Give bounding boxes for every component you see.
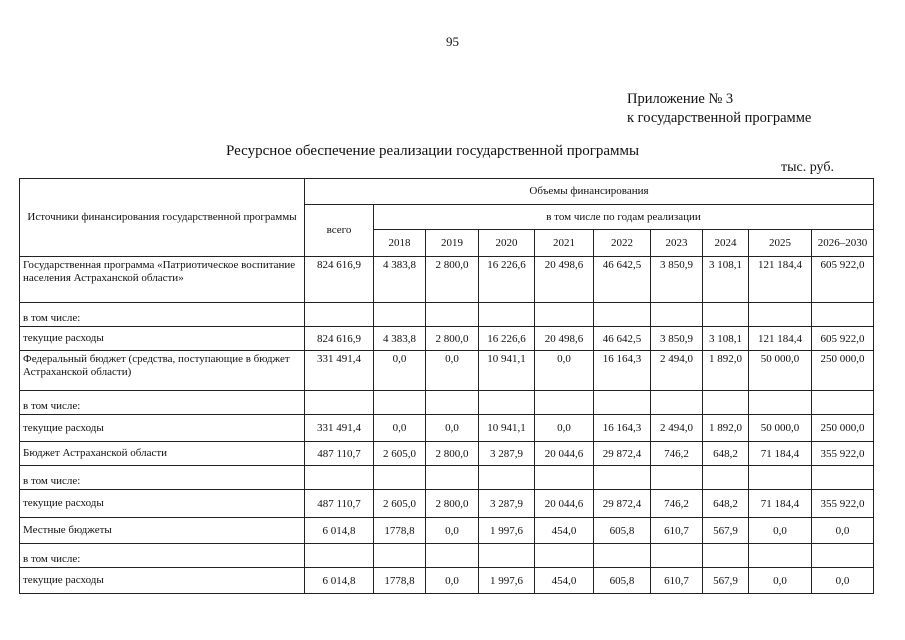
row-label: в том числе: [20, 544, 305, 568]
year-value: 454,0 [535, 568, 594, 594]
row-label: текущие расходы [20, 327, 305, 351]
year-value: 610,7 [651, 518, 703, 544]
row-label: текущие расходы [20, 415, 305, 442]
empty-cell [374, 466, 426, 490]
empty-cell [479, 391, 535, 415]
year-header: 2025 [749, 230, 812, 257]
empty-cell [703, 391, 749, 415]
year-value: 0,0 [812, 568, 874, 594]
year-value: 2 800,0 [426, 490, 479, 518]
year-value: 746,2 [651, 442, 703, 466]
total-value: 487 110,7 [305, 490, 374, 518]
year-value: 0,0 [426, 518, 479, 544]
year-value: 20 044,6 [535, 442, 594, 466]
year-value: 3 850,9 [651, 327, 703, 351]
year-value: 0,0 [426, 415, 479, 442]
empty-cell [812, 391, 874, 415]
year-value: 1778,8 [374, 518, 426, 544]
row-label: Федеральный бюджет (средства, поступающие в бюджет Астраханской области) [20, 351, 305, 391]
year-value: 250 000,0 [812, 351, 874, 391]
year-value: 746,2 [651, 490, 703, 518]
year-value: 50 000,0 [749, 351, 812, 391]
year-value: 2 605,0 [374, 490, 426, 518]
year-value: 567,9 [703, 568, 749, 594]
table-row [20, 490, 874, 518]
year-value: 2 800,0 [426, 442, 479, 466]
year-value: 610,7 [651, 568, 703, 594]
year-value: 4 383,8 [374, 327, 426, 351]
year-value: 567,9 [703, 518, 749, 544]
year-value: 20 498,6 [535, 327, 594, 351]
year-value: 2 800,0 [426, 327, 479, 351]
empty-cell [749, 391, 812, 415]
year-value: 16 226,6 [479, 257, 535, 303]
year-header: 2023 [651, 230, 703, 257]
empty-cell [374, 391, 426, 415]
table-row [20, 303, 874, 327]
year-header: 2024 [703, 230, 749, 257]
empty-cell [479, 466, 535, 490]
year-header: 2019 [426, 230, 479, 257]
empty-cell [374, 303, 426, 327]
appendix-line-2: к государственной программе [627, 110, 812, 126]
year-value: 0,0 [426, 351, 479, 391]
empty-cell [305, 544, 374, 568]
empty-cell [812, 466, 874, 490]
year-value: 0,0 [749, 568, 812, 594]
year-value: 0,0 [426, 568, 479, 594]
table-row [20, 466, 874, 490]
volumes-header: Объемы финансирования [305, 179, 874, 205]
empty-cell [535, 303, 594, 327]
year-value: 648,2 [703, 490, 749, 518]
table-row [20, 327, 874, 351]
total-value: 487 110,7 [305, 442, 374, 466]
year-value: 16 164,3 [594, 351, 651, 391]
year-value: 2 800,0 [426, 257, 479, 303]
total-value: 331 491,4 [305, 351, 374, 391]
empty-cell [426, 303, 479, 327]
year-value: 3 287,9 [479, 490, 535, 518]
year-value: 50 000,0 [749, 415, 812, 442]
total-header: всего [305, 205, 374, 257]
empty-cell [594, 544, 651, 568]
empty-cell [651, 391, 703, 415]
empty-cell [749, 466, 812, 490]
empty-cell [749, 544, 812, 568]
financing-table [19, 178, 874, 594]
row-label: в том числе: [20, 303, 305, 327]
empty-cell [426, 544, 479, 568]
year-value: 2 494,0 [651, 351, 703, 391]
total-value: 824 616,9 [305, 327, 374, 351]
empty-cell [426, 466, 479, 490]
year-value: 20 498,6 [535, 257, 594, 303]
year-value: 1 997,6 [479, 568, 535, 594]
empty-cell [594, 466, 651, 490]
empty-cell [812, 303, 874, 327]
row-label: в том числе: [20, 391, 305, 415]
year-value: 71 184,4 [749, 442, 812, 466]
row-label: Государственная программа «Патриотическое воспитание населения Астраханской области» [20, 257, 305, 303]
year-value: 3 108,1 [703, 327, 749, 351]
year-value: 4 383,8 [374, 257, 426, 303]
table-row [20, 442, 874, 466]
year-value: 0,0 [812, 518, 874, 544]
year-value: 10 941,1 [479, 351, 535, 391]
year-value: 1778,8 [374, 568, 426, 594]
empty-cell [535, 544, 594, 568]
year-value: 71 184,4 [749, 490, 812, 518]
empty-cell [651, 466, 703, 490]
empty-cell [749, 303, 812, 327]
year-value: 2 605,0 [374, 442, 426, 466]
empty-cell [594, 303, 651, 327]
year-value: 605,8 [594, 518, 651, 544]
year-value: 16 226,6 [479, 327, 535, 351]
year-header: 2020 [479, 230, 535, 257]
year-value: 605 922,0 [812, 257, 874, 303]
empty-cell [535, 466, 594, 490]
empty-cell [651, 544, 703, 568]
empty-cell [703, 303, 749, 327]
units-label: тыс. руб. [781, 160, 834, 175]
year-header: 2018 [374, 230, 426, 257]
table-row [20, 518, 874, 544]
row-label: Местные бюджеты [20, 518, 305, 544]
empty-cell [479, 303, 535, 327]
year-value: 46 642,5 [594, 327, 651, 351]
table-row [20, 568, 874, 594]
year-value: 0,0 [374, 415, 426, 442]
empty-cell [305, 391, 374, 415]
empty-cell [305, 466, 374, 490]
total-value: 6 014,8 [305, 518, 374, 544]
year-value: 1 997,6 [479, 518, 535, 544]
table-row [20, 544, 874, 568]
appendix-note [627, 90, 811, 128]
row-label: текущие расходы [20, 568, 305, 594]
row-label: Бюджет Астраханской области [20, 442, 305, 466]
year-value: 355 922,0 [812, 442, 874, 466]
year-value: 1 892,0 [703, 415, 749, 442]
by-years-header: в том числе по годам реализации [374, 205, 874, 230]
row-label: в том числе: [20, 466, 305, 490]
year-value: 0,0 [749, 518, 812, 544]
year-value: 20 044,6 [535, 490, 594, 518]
year-value: 16 164,3 [594, 415, 651, 442]
year-value: 3 108,1 [703, 257, 749, 303]
year-value: 355 922,0 [812, 490, 874, 518]
year-value: 250 000,0 [812, 415, 874, 442]
year-value: 648,2 [703, 442, 749, 466]
year-value: 0,0 [535, 351, 594, 391]
year-value: 605 922,0 [812, 327, 874, 351]
empty-cell [703, 544, 749, 568]
empty-cell [426, 391, 479, 415]
year-value: 29 872,4 [594, 490, 651, 518]
year-value: 605,8 [594, 568, 651, 594]
total-value: 824 616,9 [305, 257, 374, 303]
year-header: 2021 [535, 230, 594, 257]
year-value: 1 892,0 [703, 351, 749, 391]
page-number: 95 [446, 34, 459, 49]
year-value: 29 872,4 [594, 442, 651, 466]
table-body [20, 257, 874, 594]
year-value: 3 287,9 [479, 442, 535, 466]
empty-cell [535, 391, 594, 415]
year-value: 3 850,9 [651, 257, 703, 303]
year-value: 0,0 [374, 351, 426, 391]
empty-cell [374, 544, 426, 568]
appendix-line-1: Приложение № 3 [627, 91, 734, 107]
empty-cell [651, 303, 703, 327]
year-header: 2022 [594, 230, 651, 257]
empty-cell [594, 391, 651, 415]
total-value: 6 014,8 [305, 568, 374, 594]
total-value: 331 491,4 [305, 415, 374, 442]
year-value: 46 642,5 [594, 257, 651, 303]
empty-cell [812, 544, 874, 568]
year-value: 454,0 [535, 518, 594, 544]
row-label: текущие расходы [20, 490, 305, 518]
year-value: 121 184,4 [749, 327, 812, 351]
year-value: 2 494,0 [651, 415, 703, 442]
sources-header: Источники финансирования государственной программы [20, 179, 305, 257]
empty-cell [703, 466, 749, 490]
year-header: 2026–2030 [812, 230, 874, 257]
empty-cell [479, 544, 535, 568]
table-row [20, 391, 874, 415]
table-row [20, 257, 874, 303]
table-row [20, 415, 874, 442]
year-value: 0,0 [535, 415, 594, 442]
table-row [20, 351, 874, 391]
document-title: Ресурсное обеспечение реализации государственной программы [226, 143, 640, 159]
empty-cell [305, 303, 374, 327]
year-value: 10 941,1 [479, 415, 535, 442]
year-value: 121 184,4 [749, 257, 812, 303]
